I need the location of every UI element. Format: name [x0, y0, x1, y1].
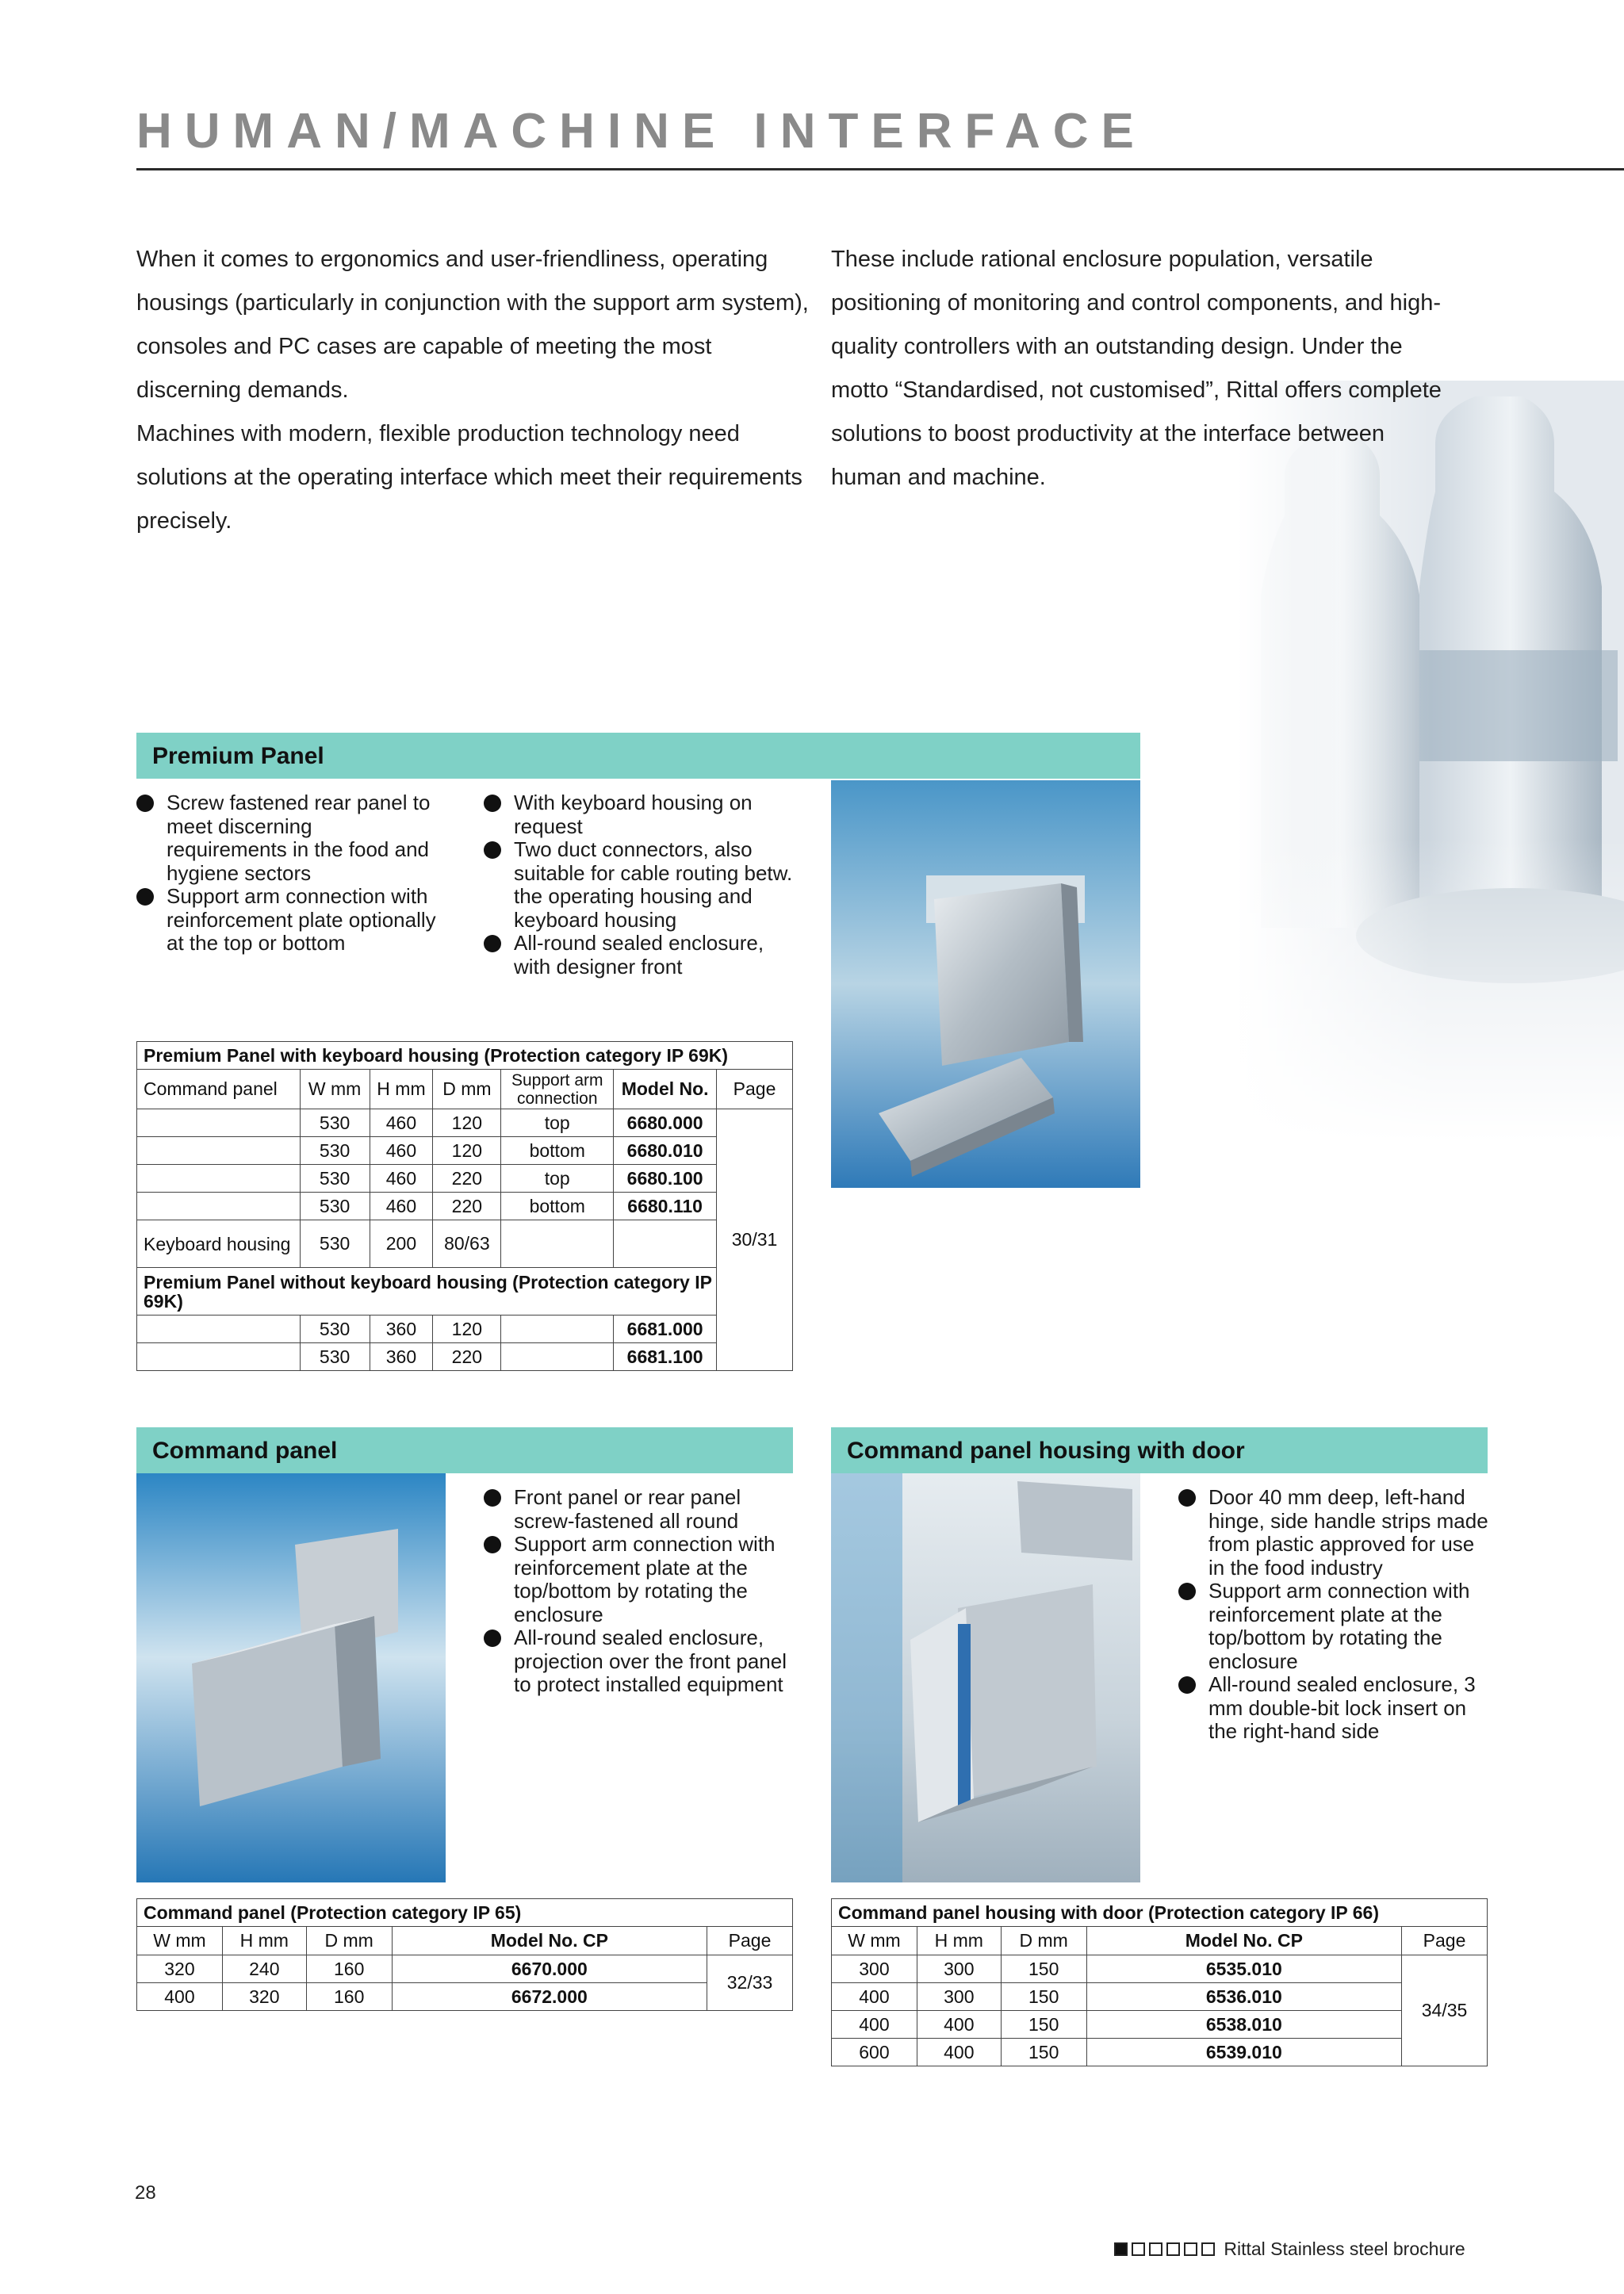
square-outline-icon [1166, 2242, 1180, 2256]
page-reference: 34/35 [1402, 1955, 1488, 2066]
table-cell: 530 [300, 1193, 370, 1220]
table-cell: 6680.110 [614, 1193, 717, 1220]
square-outline-icon [1149, 2242, 1162, 2256]
table-row [832, 2039, 1488, 2066]
list-item: Door 40 mm deep, left-hand hinge, side handle strips made from plastic approved for use in the food industry [1178, 1486, 1496, 1580]
column-header: Page [707, 1927, 793, 1955]
page-reference: 32/33 [707, 1955, 793, 2011]
table-cell [137, 1165, 301, 1193]
table-cell [501, 1343, 614, 1371]
table-cell: 6536.010 [1086, 1983, 1401, 2011]
intro-paragraph-3: These include rational enclosure population, versatile positioning of monitoring and control components, and high-quality controllers with an outstanding design. Under the motto “Standardised, not customised”, Rittal offers complete solutions to boost productivity at the interface between human and machine. [831, 247, 1442, 490]
square-filled-icon [1114, 2242, 1128, 2256]
table-cell: 6680.000 [614, 1109, 717, 1137]
table-cell: 160 [306, 1955, 392, 1983]
door-housing-bullets [1178, 1486, 1496, 1744]
table-cell: 160 [306, 1983, 392, 2011]
table-cell: 530 [300, 1316, 370, 1343]
page-reference: 30/31 [717, 1109, 793, 1371]
column-header: W mm [300, 1070, 370, 1109]
door-housing-photo [831, 1473, 1140, 1882]
premium-panel-photo [831, 780, 1140, 1188]
list-item: Screw fastened rear panel to meet discerning requirements in the food and hygiene sectors [136, 791, 438, 885]
column-header: Model No. CP [1086, 1927, 1401, 1955]
table-cell [614, 1220, 717, 1268]
column-header: W mm [137, 1927, 223, 1955]
table-row [137, 1983, 793, 2011]
table-cell: 200 [370, 1220, 433, 1268]
table-cell [137, 1193, 301, 1220]
table-cell: 220 [433, 1165, 501, 1193]
premium-panel-table [136, 1041, 793, 1371]
table-cell: 460 [370, 1165, 433, 1193]
table-cell: 400 [832, 2011, 917, 2039]
title-divider [136, 168, 1624, 170]
table-cell: 6681.000 [614, 1316, 717, 1343]
table-row [832, 2011, 1488, 2039]
table-cell: 220 [433, 1343, 501, 1371]
table-cell: 80/63 [433, 1220, 501, 1268]
table-caption: Premium Panel without keyboard housing (Protection category IP 69K) [137, 1268, 717, 1316]
column-header: Support arm connection [501, 1070, 614, 1109]
table-cell [137, 1109, 301, 1137]
table-row [137, 1137, 793, 1165]
table-cell: 6538.010 [1086, 2011, 1401, 2039]
table-cell: top [501, 1165, 614, 1193]
table-cell: 300 [917, 1983, 1001, 2011]
table-cell: 6535.010 [1086, 1955, 1401, 1983]
table-cell [501, 1220, 614, 1268]
table-cell: 460 [370, 1193, 433, 1220]
table-cell: 460 [370, 1109, 433, 1137]
table-cell: 6681.100 [614, 1343, 717, 1371]
table-cell: 400 [917, 2039, 1001, 2066]
list-item: All-round sealed enclosure, with designer front [484, 932, 801, 978]
table-cell [137, 1343, 301, 1371]
list-item: With keyboard housing on request [484, 791, 801, 838]
table-cell: 150 [1001, 2039, 1086, 2066]
command-panel-table [136, 1898, 793, 2011]
table-cell: 240 [222, 1955, 306, 1983]
table-cell: bottom [501, 1137, 614, 1165]
table-cell: 400 [137, 1983, 223, 2011]
page-title: HUMAN/MACHINE INTERFACE [136, 104, 1147, 159]
table-cell: 360 [370, 1316, 433, 1343]
table-cell: 530 [300, 1343, 370, 1371]
table-cell: 320 [137, 1955, 223, 1983]
table-cell: 120 [433, 1316, 501, 1343]
list-item: All-round sealed enclosure, projection over the front panel to protect installed equipment [484, 1626, 801, 1697]
table-row [832, 1955, 1488, 1983]
table-cell: 400 [832, 1983, 917, 2011]
list-item: All-round sealed enclosure, 3 mm double-bit lock insert on the right-hand side [1178, 1673, 1496, 1744]
column-header: D mm [1001, 1927, 1086, 1955]
list-item: Support arm connection with reinforcement plate at the top/bottom by rotating the enclosure [484, 1533, 801, 1626]
footer-brochure [1114, 2238, 1465, 2260]
table-cell: Keyboard housing [137, 1220, 301, 1268]
command-panel-photo [136, 1473, 446, 1882]
command-panel-heading: Command panel [136, 1427, 793, 1473]
page-number: 28 [135, 2182, 156, 2204]
table-row [137, 1955, 793, 1983]
table-cell: 530 [300, 1220, 370, 1268]
table-cell: 150 [1001, 1983, 1086, 2011]
square-outline-icon [1201, 2242, 1215, 2256]
list-item: Support arm connection with reinforcement plate at the top/bottom by rotating the enclosure [1178, 1580, 1496, 1673]
column-header: H mm [370, 1070, 433, 1109]
list-item: Support arm connection with reinforcement plate optionally at the top or bottom [136, 885, 438, 956]
table-row [832, 1983, 1488, 2011]
table-cell: 530 [300, 1165, 370, 1193]
table-cell [137, 1316, 301, 1343]
table-cell: 120 [433, 1109, 501, 1137]
table-caption: Premium Panel with keyboard housing (Protection category IP 69K) [137, 1042, 793, 1070]
square-outline-icon [1184, 2242, 1197, 2256]
table-cell: 460 [370, 1137, 433, 1165]
intro-paragraph-2: Machines with modern, flexible production technology need solutions at the operating interface which meet their requirements precisely. [136, 421, 802, 534]
table-cell [501, 1316, 614, 1343]
table-cell: 300 [832, 1955, 917, 1983]
premium-bullets-left [136, 791, 438, 956]
table-cell: 120 [433, 1137, 501, 1165]
premium-bullets-right [484, 791, 801, 978]
list-item: Front panel or rear panel screw-fastened all round [484, 1486, 801, 1533]
table-cell: 220 [433, 1193, 501, 1220]
table-row [137, 1193, 793, 1220]
command-panel-bullets [484, 1486, 801, 1697]
table-cell: 400 [917, 2011, 1001, 2039]
table-row [137, 1109, 793, 1137]
table-row [137, 1343, 793, 1371]
table-cell: 600 [832, 2039, 917, 2066]
door-housing-table [831, 1898, 1488, 2066]
door-housing-heading: Command panel housing with door [831, 1427, 1488, 1473]
table-row [137, 1165, 793, 1193]
column-header: Page [1402, 1927, 1488, 1955]
table-cell: 530 [300, 1137, 370, 1165]
table-cell: top [501, 1109, 614, 1137]
intro-paragraph-1: When it comes to ergonomics and user-friendliness, operating housings (particularly in conjunction with the support arm system), consoles and PC cases are capable of meeting the most discerning demands. [136, 247, 809, 403]
table-cell: 150 [1001, 1955, 1086, 1983]
column-header: Page [717, 1070, 793, 1109]
brochure-name: Rittal Stainless steel brochure [1224, 2238, 1465, 2259]
column-header: H mm [222, 1927, 306, 1955]
intro-right [831, 238, 1457, 500]
table-cell: 6539.010 [1086, 2039, 1401, 2066]
table-cell: 6680.100 [614, 1165, 717, 1193]
intro-left [136, 238, 810, 543]
column-header: W mm [832, 1927, 917, 1955]
table-caption: Command panel (Protection category IP 65) [137, 1899, 793, 1927]
table-cell: 6680.010 [614, 1137, 717, 1165]
column-header: D mm [433, 1070, 501, 1109]
column-header: Command panel [137, 1070, 301, 1109]
column-header: H mm [917, 1927, 1001, 1955]
table-cell: 6672.000 [392, 1983, 707, 2011]
table-cell [137, 1137, 301, 1165]
column-header: Model No. [614, 1070, 717, 1109]
table-cell: 6670.000 [392, 1955, 707, 1983]
table-cell: 300 [917, 1955, 1001, 1983]
premium-panel-heading: Premium Panel [136, 733, 1140, 779]
table-cell: 360 [370, 1343, 433, 1371]
table-cell: bottom [501, 1193, 614, 1220]
table-row [137, 1316, 793, 1343]
table-cell: 530 [300, 1109, 370, 1137]
table-row [137, 1220, 793, 1268]
table-cell: 150 [1001, 2011, 1086, 2039]
column-header: Model No. CP [392, 1927, 707, 1955]
table-caption: Command panel housing with door (Protection category IP 66) [832, 1899, 1488, 1927]
square-outline-icon [1132, 2242, 1145, 2256]
list-item: Two duct connectors, also suitable for cable routing betw. the operating housing and keyboard housing [484, 838, 801, 932]
column-header: D mm [306, 1927, 392, 1955]
table-cell: 320 [222, 1983, 306, 2011]
